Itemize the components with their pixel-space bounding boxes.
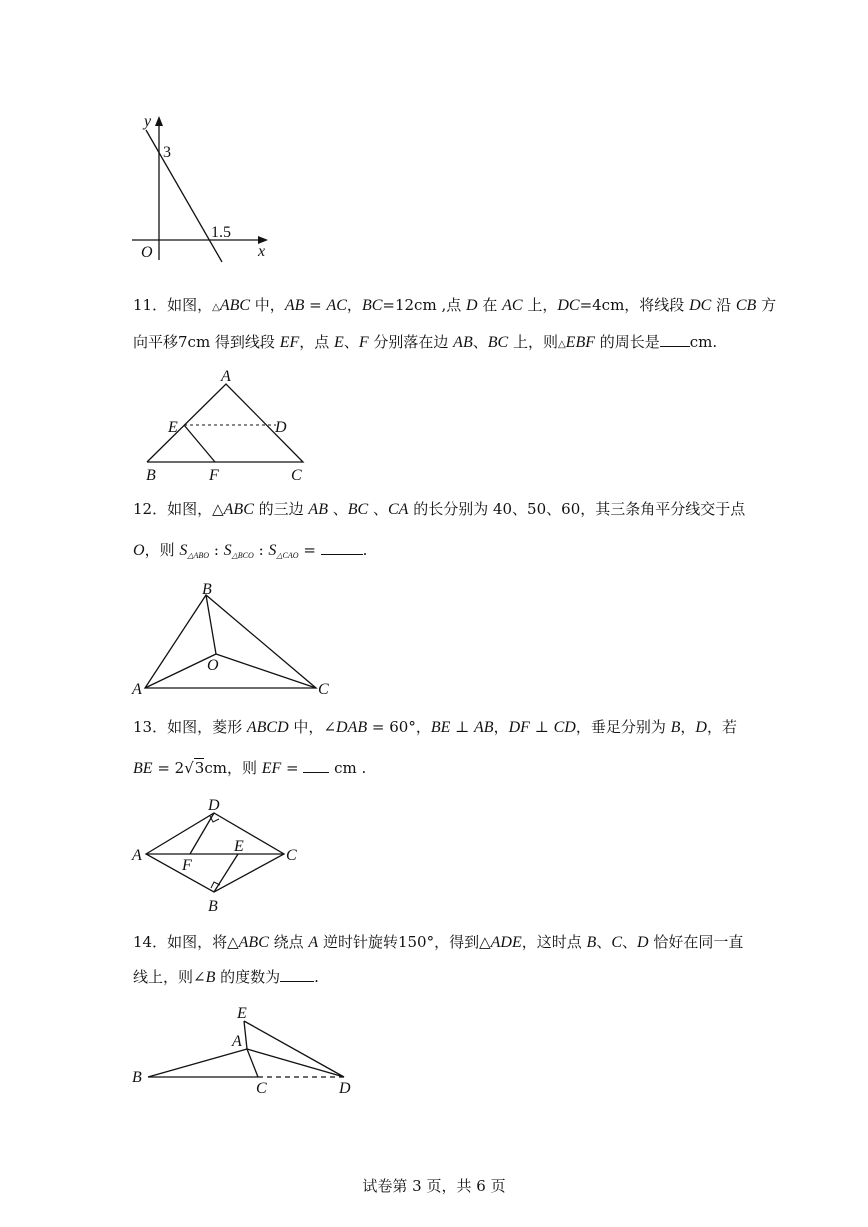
- question-11-line-2: 向平移7cm 得到线段 EF，点 E、F 分别落在边 AB、BC 上，则△EBF 的周长是 cm.: [133, 333, 718, 351]
- point-e-label: E: [234, 838, 244, 855]
- answer-blank[interactable]: [321, 540, 363, 555]
- question-13-line-2: BE = 2√3cm，则 EF = cm .: [133, 759, 367, 777]
- point-a-label: A: [132, 681, 142, 698]
- question-13-line-1: 13．如图，菱形 ABCD 中，∠DAB = 60°，BE ⊥ AB，DF ⊥ CD，垂足分别为 B，D，若: [133, 718, 737, 736]
- y-axis-label: y: [144, 113, 152, 130]
- point-d-label: D: [275, 419, 287, 436]
- figure-14: [128, 1000, 368, 1100]
- question-12: [133, 492, 746, 573]
- question-12-line-1: 12．如图，△ABC 的三边 AB 、BC 、CA 的长分别为 40、50、60，其三条角平分线交于点: [133, 500, 746, 518]
- point-e-label: E: [237, 1005, 247, 1022]
- point-d-label: D: [208, 797, 220, 814]
- figure-11: [140, 365, 320, 485]
- question-14-line-2: 线上，则∠B 的度数为 .: [133, 968, 319, 986]
- question-14-line-1: 14．如图，将△ABC 绕点 A 逆时针旋转150°，得到△ADE，这时点 B、C、D 恰好在同一直: [133, 933, 744, 951]
- question-12-line-2: O，则 $S_{\triangle ABO}$ : $S_{\triangle BCO}$ : $S_{\triangle CAO}$ = .: [133, 541, 368, 560]
- question-13: [133, 710, 743, 786]
- point-c-label: C: [256, 1080, 267, 1097]
- question-11-line-1: 11．如图，△ABC 中，AB = AC，BC=12cm ,点 D 在 AC 上，DC=4cm，将线段 DC 沿 CB 方: [133, 296, 777, 314]
- point-f-label: F: [182, 857, 192, 874]
- answer-blank[interactable]: [303, 758, 329, 773]
- x-axis-label: x: [258, 243, 266, 260]
- point-o-label: O: [207, 657, 219, 674]
- origin-label: O: [141, 244, 153, 261]
- point-a-label: A: [232, 1033, 242, 1050]
- point-b-label: B: [132, 1069, 142, 1086]
- point-a-label: A: [132, 847, 142, 864]
- answer-blank[interactable]: [280, 967, 314, 982]
- x-intercept-label: 1.5: [211, 224, 231, 241]
- figure-13: [128, 795, 308, 915]
- point-e-label: E: [168, 419, 178, 436]
- point-b-label: B: [146, 467, 156, 484]
- answer-blank[interactable]: [660, 332, 690, 347]
- question-14: [133, 925, 743, 995]
- point-c-label: C: [291, 467, 302, 484]
- point-b-label: B: [202, 581, 212, 598]
- point-c-label: C: [286, 847, 297, 864]
- point-d-label: D: [339, 1080, 351, 1097]
- point-f-label: F: [209, 467, 219, 484]
- coordinate-graph: [128, 112, 278, 262]
- page-footer: 试卷第 3 页，共 6 页: [362, 1177, 506, 1195]
- question-11: [133, 288, 777, 362]
- y-intercept-label: 3: [163, 144, 171, 161]
- point-b-label: B: [208, 898, 218, 915]
- figure-12: [128, 578, 338, 698]
- point-c-label: C: [318, 681, 329, 698]
- point-a-label: A: [221, 368, 231, 385]
